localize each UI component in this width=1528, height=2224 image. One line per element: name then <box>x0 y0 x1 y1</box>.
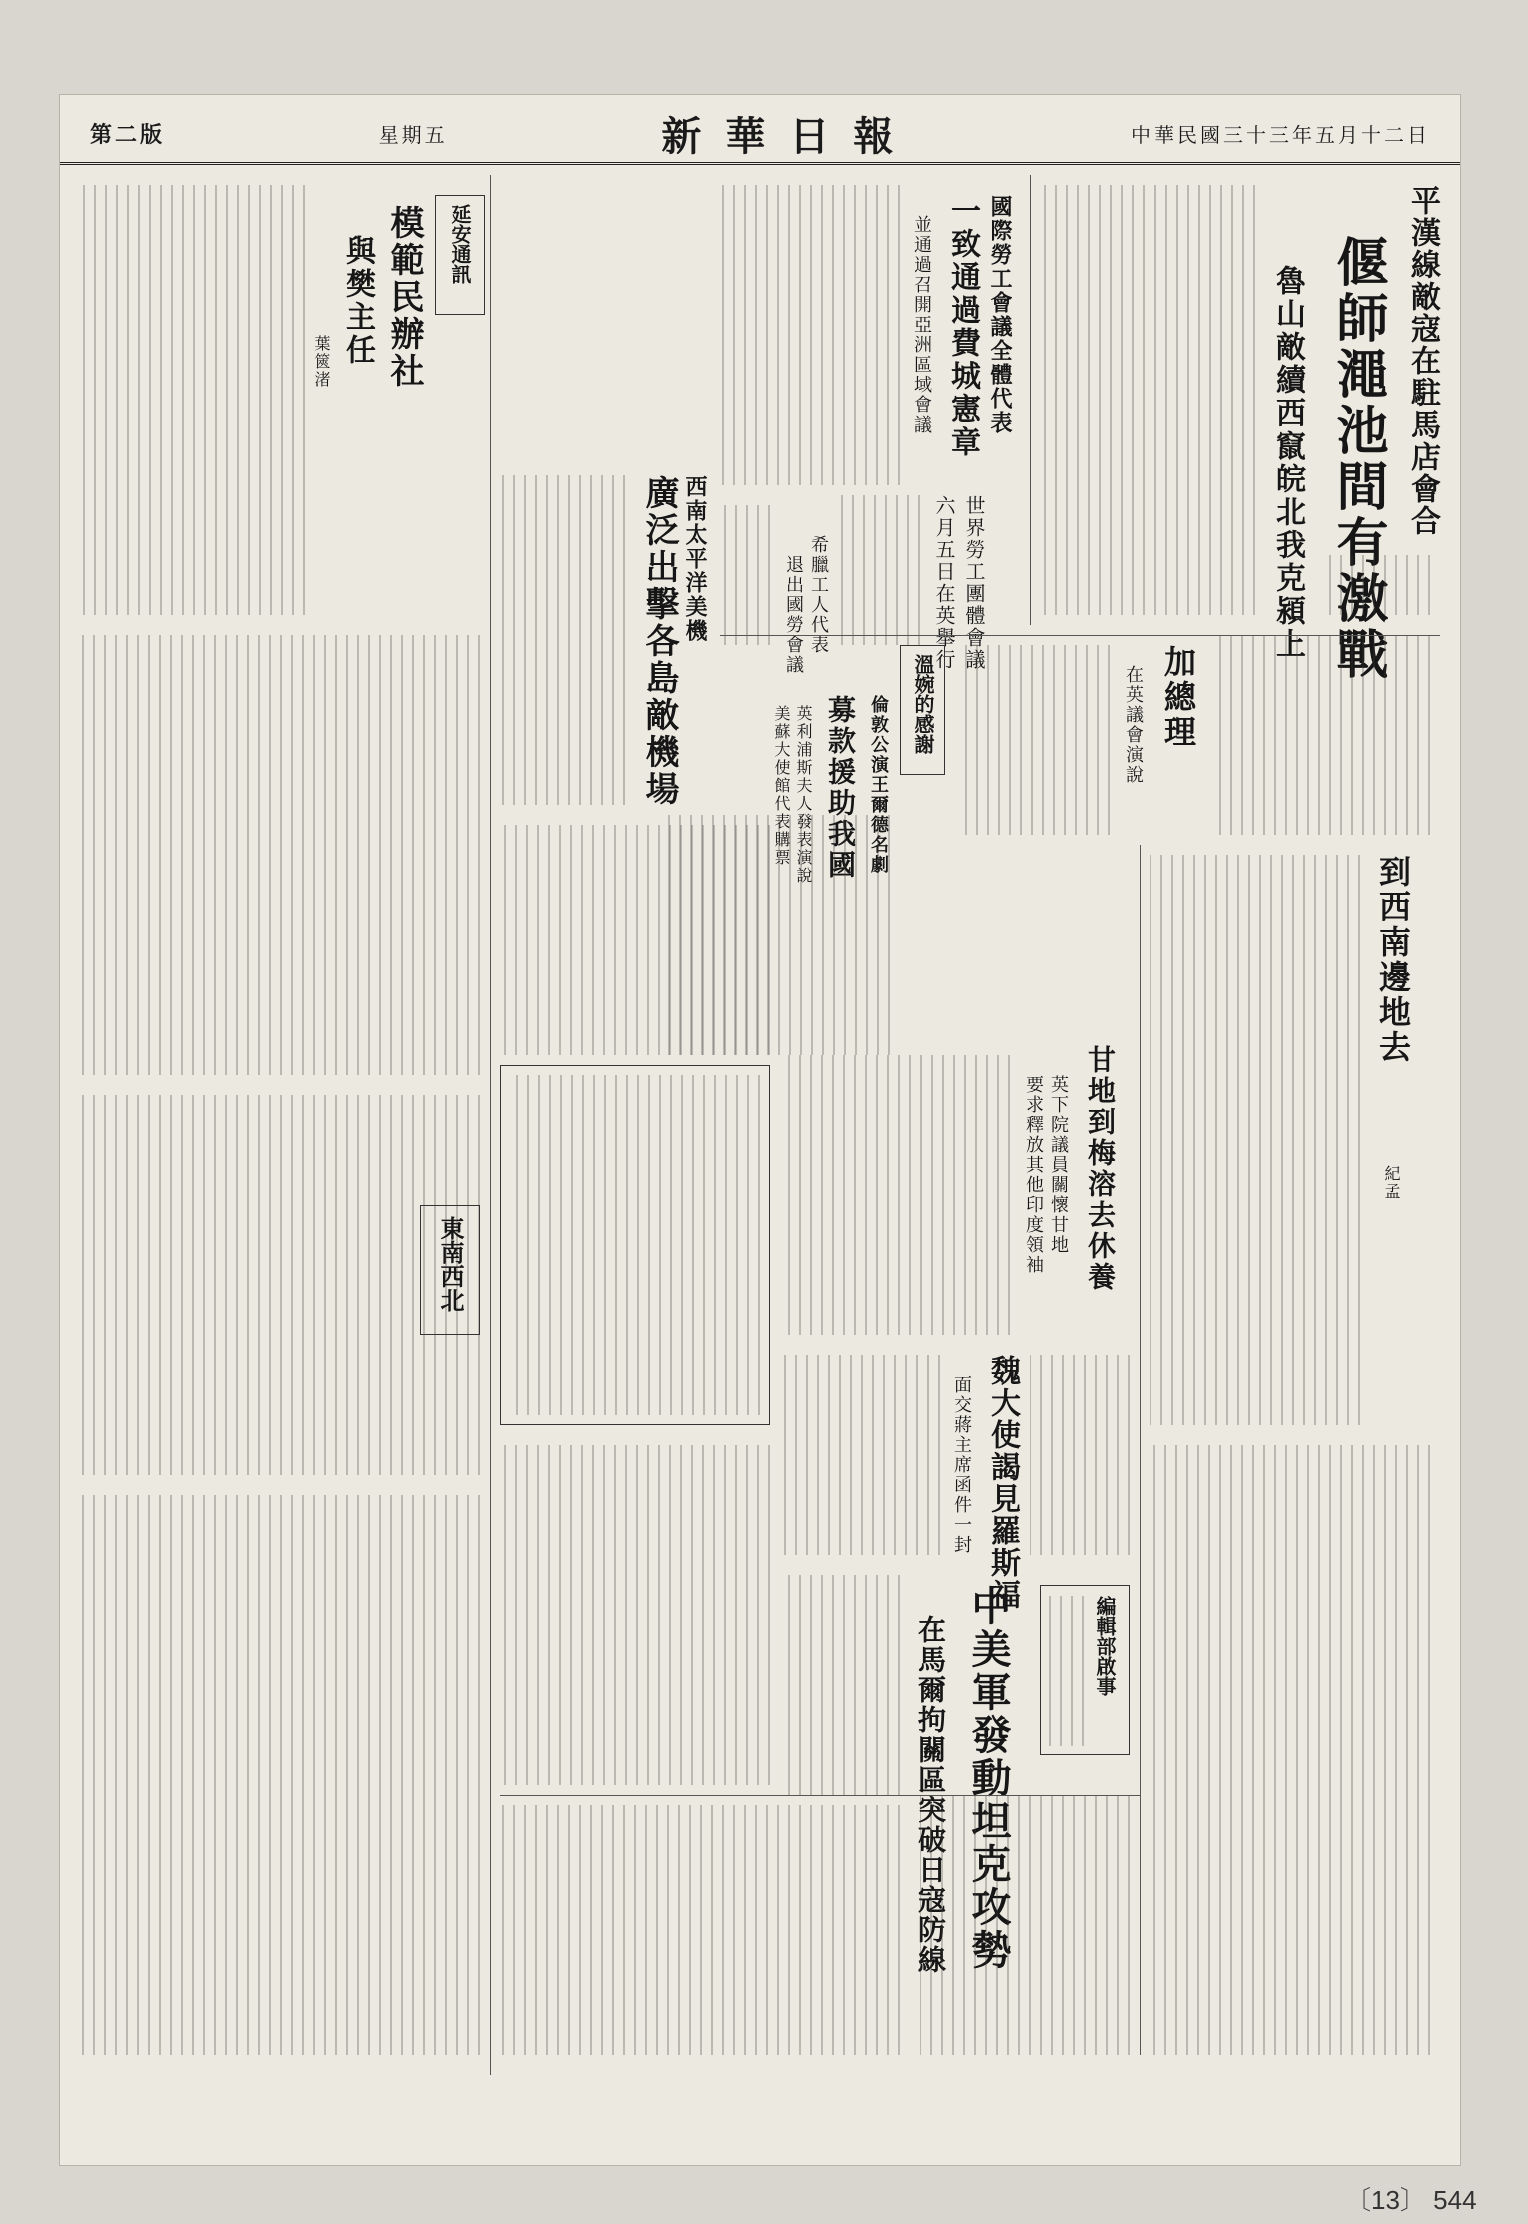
main-kicker: 平漢線敵寇在駐馬店會合 <box>1405 185 1440 537</box>
sino-us-body-text-2 <box>780 1575 900 1795</box>
coop-body-text-2 <box>80 635 480 1075</box>
wftu-note-1: 希臘工人代表 <box>808 535 829 655</box>
mourning-sub: 募款援助我國 <box>824 695 857 881</box>
yanan-box-label: 延安通訊 <box>448 204 472 284</box>
masthead-date: 中華民國三十三年五月十二日 <box>1131 123 1430 147</box>
masthead-title: 新華日報 <box>661 113 918 160</box>
section-rule-top <box>720 635 1440 636</box>
main-headline: 偃師澠池間有激戰 <box>1327 235 1388 683</box>
page-body <box>80 175 1440 2075</box>
right-column-text <box>1210 635 1430 835</box>
editor-box-label: 編輯部啟事 <box>1093 1596 1117 1696</box>
wftu-note-2: 退出國勞會議 <box>783 555 804 675</box>
gandhi-body-text <box>780 1055 1010 1335</box>
pacific-body-text <box>500 475 625 805</box>
masthead-page: 第二版 <box>90 122 166 148</box>
ilo-subhead: 一致通過費城憲章 <box>945 195 980 459</box>
sino-us-headline: 中美軍發動坦克攻勢 <box>965 1585 1012 1972</box>
gandhi-headline: 甘地到梅溶去休養 <box>1084 1045 1117 1293</box>
pacific-headline: 廣泛出擊各島敵機場 <box>639 475 679 808</box>
masthead <box>60 105 1460 165</box>
column-rule-left <box>490 175 491 2075</box>
coop-body-text-4 <box>80 1495 480 2055</box>
ne-box <box>420 1205 480 1335</box>
ne-box-label: 東南西北 <box>436 1216 465 1312</box>
ilo-body-text <box>720 185 900 485</box>
gandhi-sub-1: 英下院議員關懷甘地 <box>1048 1075 1069 1255</box>
coop-subhead: 與樊主任 <box>340 235 375 367</box>
mourning-headline: 溫婉的感謝 <box>911 654 935 754</box>
main-subhead: 魯山敵續西竄皖北我克潁上 <box>1270 265 1305 661</box>
ilo-headline: 國際勞工會議全體代表 <box>987 195 1013 435</box>
mourning-box <box>900 645 945 775</box>
wei-body-text <box>780 1355 940 1555</box>
wei-side-text <box>1030 1355 1130 1555</box>
mourning-sub-3: 美蘇大使館代表購票 <box>772 705 791 867</box>
wftu-note-text <box>720 505 770 645</box>
column-rule <box>1030 175 1031 625</box>
coop-headline: 模範民辦社 <box>384 205 424 390</box>
wei-sub: 面交蔣主席函件一封 <box>951 1375 972 1555</box>
ne-body-text <box>500 1445 770 1785</box>
sino-us-sub: 在馬爾拘關區突破日寇防線 <box>914 1615 947 1975</box>
canada-sub: 在英議會演說 <box>1123 665 1144 785</box>
editor-box-text <box>1049 1596 1084 1746</box>
yanan-box <box>435 195 485 315</box>
section-rule <box>500 1795 1140 1796</box>
southwest-headline: 到西南邊地去 <box>1374 855 1412 1065</box>
wftu-subhead: 六月五日在英舉行 <box>932 495 956 671</box>
main-body-text-2 <box>1320 555 1430 615</box>
wei-headline: 魏大使謁見羅斯福 <box>985 1355 1020 1611</box>
main-body-text <box>1040 185 1255 615</box>
ilo-subhead-2: 並通過召開亞洲區域會議 <box>911 215 932 435</box>
wftu-body-text <box>840 495 920 645</box>
southwest-author: 紀孟 <box>1382 1165 1401 1201</box>
wftu-headline: 世界勞工團體會議 <box>962 495 986 671</box>
masthead-weekday: 星期五 <box>378 123 448 147</box>
sino-us-body-text <box>500 1805 900 2055</box>
southwest-body-text-1 <box>1150 855 1360 1425</box>
southwest-body-text-2 <box>1150 1445 1430 2055</box>
page-number: 〔13〕 544 <box>1345 2185 1477 2215</box>
column-rule-right <box>1140 845 1141 2055</box>
pacific-kicker: 西南太平洋美機 <box>682 475 708 643</box>
canada-body-text <box>960 645 1110 835</box>
editor-box <box>1040 1585 1130 1755</box>
mid-left-text-1 <box>500 825 770 1055</box>
coop-body-text-1 <box>80 185 305 615</box>
gandhi-sub-2: 要求釋放其他印度領袖 <box>1023 1075 1044 1275</box>
coop-author: 葉篋渚 <box>312 335 331 389</box>
sino-us-body-text-3 <box>920 1795 1130 2055</box>
mourning-sub-2: 英利浦斯夫人發表演說 <box>794 705 813 885</box>
mid-box-text <box>510 1075 760 1415</box>
mourning-kicker: 倫敦公演王爾德名劇 <box>868 695 889 875</box>
canada-headline: 加總理 <box>1159 645 1197 750</box>
